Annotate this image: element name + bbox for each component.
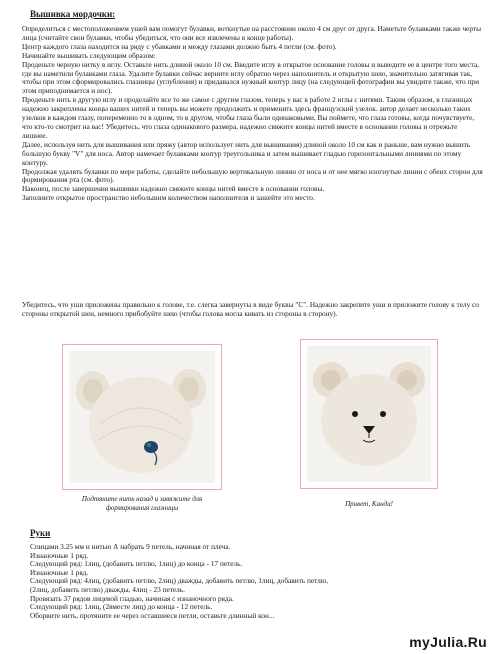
paragraph: Заполните открытое пространство небольшим количеством наполнителя и зашейте это место. (22, 193, 315, 203)
caption-line: формирования глазницы (105, 504, 179, 512)
arms-instructions (30, 543, 485, 620)
instruction-line: Провязать 37 рядов лицевой гладью, начиная с изнаночного ряда. (30, 593, 234, 603)
instruction-line: Изнаночные 1 ряд. (30, 550, 89, 560)
bear-face-image (307, 346, 431, 482)
paragraph: Далее, используя нить для вышивания или пряжу (автор использует нить для вышивания) длиной около 10 см как и раньше, вам нужно вышить большую букву "V" для носа. Автор намечает булавками контур треугольника и затем вышивает гладью горизонтальными линиями по этому контуру. (22, 139, 471, 167)
caption-line: Подтяните нить назад и завяжите для (81, 495, 203, 503)
left-photo-caption (40, 495, 244, 513)
bear-head-side-image (69, 351, 215, 483)
instruction-line: Следующий ряд: 1лиц, (добавить петлю, 1лиц) до конца - 17 петель. (30, 559, 243, 569)
paragraph: Проденьте нить в другую иглу и проделайте все то же самое с другим глазом, теперь у вас в работе 2 иглы с нитями. Таким образом, в глазницах надежно закреплены концы ваших нитей и теперь вы можете продолжить и применить здесь французский узелок. автор делает несколько таких узелков в каждом глазу, попеременно то в одном, то в другом, чтобы глаза были одинаковыми. Вы поймете, что глаза готовы, когда почувствуете, что кто-то смотрит на вас! Убедитесь, что глаза одинакового размера, надежно свяжите концы нитей вместе в основании головы и отрежьте лишнее. (22, 95, 475, 140)
paragraph: Центр каждого глаза находится на ряду с убавками и между глазами должно быть 4 петли (см. фото). (22, 41, 337, 51)
paragraph: Наконец, после завершения вышивки надежно свяжите концы нитей вместе в основании головы. (22, 184, 325, 194)
embroidery-instructions (22, 25, 484, 203)
ears-instructions: Убедитесь, что уши приложены правильно к голове, т.е. слегка завернуты в виде буквы "С". Надежно закрепите уши и приложите голову к телу со стороны открытой шеи, немного прибобуйте шею (чтобы голова могла кивать из стороны в сторону). (22, 300, 479, 318)
instruction-line: Оборвите нить, протяните ее через оставшиеся петли, оставьте длинный кон... (30, 610, 275, 620)
instruction-line: Следующий ряд: 4лиц, (добавить петлю, 2лиц) дважды, добавить петлю, 1лиц, добавить петлю, (30, 576, 329, 586)
photo-eye-socket (62, 344, 222, 490)
instruction-line: Спицами 3.25 мм и нитью А набрать 9 петель, начиная от плеча. (30, 542, 231, 551)
instruction-line: Изнаночные 1 ряд. (30, 567, 89, 577)
photo-finished-face (300, 339, 438, 489)
instruction-line: Следующий ряд: 1лиц, (2вместе лиц) до конца - 12 петель. (30, 602, 213, 612)
paragraph: Начинайте вышивать следующим образом: (22, 50, 156, 60)
paragraph: Определиться с местоположением ушей вам помогут булавки, воткнутые на расстоянии около 4 см друг от друга. Наметьте булавками также черты лица (считайте свои булавки, чтобы убедиться, что они все извлечены в конце работы). (22, 24, 482, 42)
section-title-arms: Руки (30, 528, 51, 538)
paragraph: Проденьте черную нитку в иглу. Оставьте нить длиной около 10 см. Введите иглу в открытое основание головы и выведите ее в центре того места, где вы наметили булавками глаза. Удалите булавки сейчас верните иглу обратно через наполнитель и открытую шею, значительно затягивая так, чтобы при этом сформировались глазницы (углубления) и придавался нужный контур лицу (на следующей фотографии вы увидите также, что при этом приподнимается и нос). (22, 59, 479, 96)
paragraph: Продолжая удалять булавки по мере работы, сделайте небольшую вертикальную линию от носа и от нее мягко изогнутые линии с обеих сторон для формирования рта (см. фото). (22, 166, 483, 185)
section-title-embroidery: Вышивка мордочки: (30, 9, 116, 19)
instruction-line: (2лиц, добавить петлю) дважды, 4лиц - 23 петель. (30, 584, 185, 594)
right-photo-caption: Привет, Канди! (345, 500, 393, 508)
site-watermark: myJulia.Ru (409, 634, 487, 650)
